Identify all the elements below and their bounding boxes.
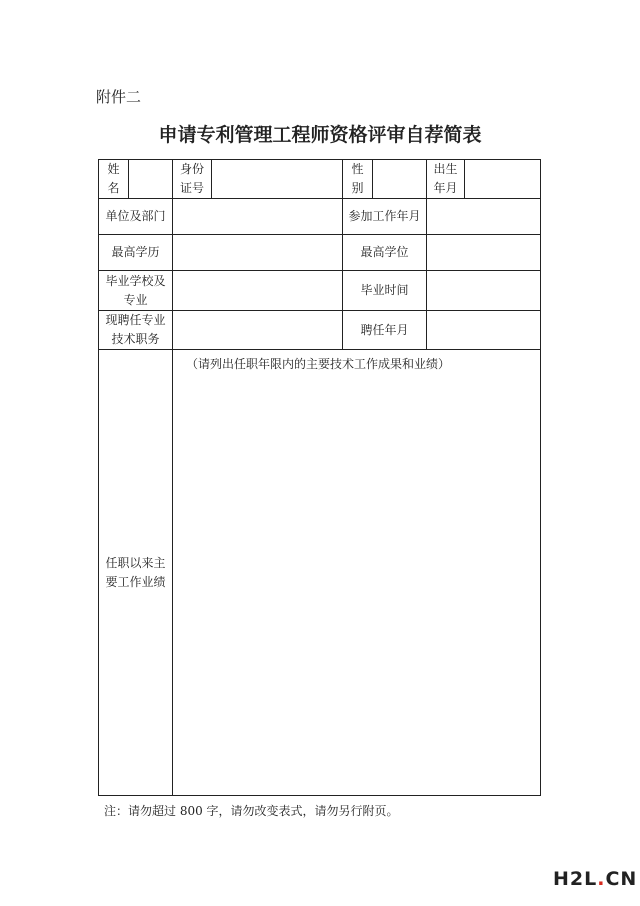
gender-label: 性 别 (351, 162, 364, 195)
education-label: 最高学历 (111, 245, 160, 259)
name-field[interactable] (129, 160, 172, 198)
form-border-right (540, 159, 541, 796)
position-field[interactable] (173, 311, 342, 349)
work-start-label: 参加工作年月 (348, 209, 421, 223)
attachment-label: 附件二 (96, 88, 142, 106)
birth-date-field[interactable] (465, 160, 540, 198)
watermark-dot: . (597, 868, 606, 890)
hire-date-label: 聘任年月 (360, 322, 409, 337)
page-title: 申请专利管理工程师资格评审自荐简表 (158, 124, 482, 146)
watermark-part1: H2L (553, 868, 598, 890)
id-number-field[interactable] (212, 160, 342, 198)
achievement-label: 任职以来主 要工作业绩 (105, 555, 166, 589)
gender-field[interactable] (373, 160, 426, 198)
name-label: 姓 名 (107, 162, 120, 195)
school-major-label: 毕业学校及 专业 (105, 273, 166, 307)
unit-label: 单位及部门 (105, 209, 166, 223)
position-label: 现聘任专业 技术职务 (105, 313, 166, 346)
hire-date-field[interactable] (427, 311, 540, 349)
graduation-time-label: 毕业时间 (360, 283, 409, 297)
degree-label: 最高学位 (360, 245, 409, 259)
h2l-watermark (553, 868, 637, 890)
work-start-field[interactable] (427, 199, 540, 234)
application-form (98, 159, 541, 796)
unit-field[interactable] (173, 199, 342, 234)
school-major-field[interactable] (173, 271, 342, 310)
degree-field[interactable] (427, 235, 540, 270)
footnote: 注：请勿超过 800 字，请勿改变表式，请勿另行附页。 (104, 804, 399, 818)
achievement-hint: （请列出任职年限内的主要技术工作成果和业绩） (186, 357, 451, 371)
birth-date-label: 出生 年月 (433, 162, 458, 195)
form-border-bottom (98, 795, 541, 796)
id-number-label: 身份 证号 (179, 162, 204, 195)
education-field[interactable] (173, 235, 342, 270)
watermark-part2: CN (605, 868, 638, 890)
achievement-field[interactable] (173, 350, 540, 795)
graduation-time-field[interactable] (427, 271, 540, 310)
